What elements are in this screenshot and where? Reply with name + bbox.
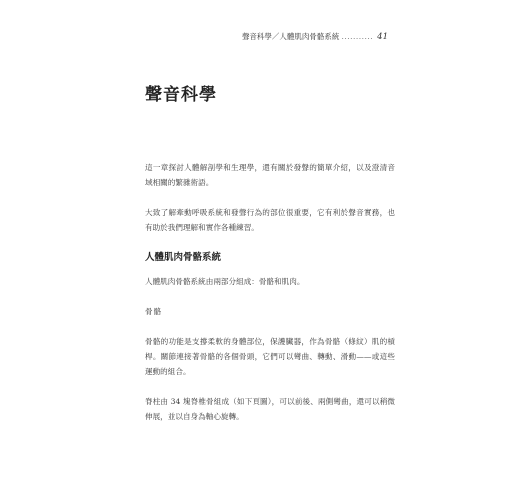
intro-paragraph-1: 這一章探討人體解剖學和生理學，還有關於發聲的簡單介紹，以及澄清音域相關的繁雜術語。 — [145, 163, 395, 187]
running-header-section: 聲音科學／人體肌肉骨骼系統 — [241, 32, 340, 41]
page-body — [145, 160, 395, 439]
bones-paragraph-2: 脊柱由 34 塊脊椎骨組成（如下頁圖），可以前後、兩側彎曲，還可以稍微伸展，並以自身為軸心旋轉。 — [145, 397, 395, 421]
bones-paragraph-1: 骨骼的功能是支撐柔軟的身體部位，保護臟器，作為骨骼（條紋）肌的槓桿。關節連接著骨骼的各個骨頭，它們可以彎曲、轉動、滑動——或這些運動的組合。 — [145, 337, 395, 376]
section-heading: 人體肌肉骨骼系統 — [145, 252, 222, 263]
running-header-dots: ........... — [341, 32, 374, 41]
sub-heading-bones: 骨骼 — [145, 307, 163, 316]
page-number: 41 — [377, 32, 388, 42]
intro-paragraph-2: 大致了解牽動呼吸系統和發聲行為的部位很重要，它有利於聲音實務，也有助於我們理解和實作各種練習。 — [145, 208, 395, 232]
running-header — [242, 31, 388, 42]
section-intro-paragraph: 人體肌肉骨骼系統由兩部分組成：骨骼和肌肉。 — [145, 277, 305, 286]
chapter-title: 聲音科學 — [145, 85, 217, 105]
